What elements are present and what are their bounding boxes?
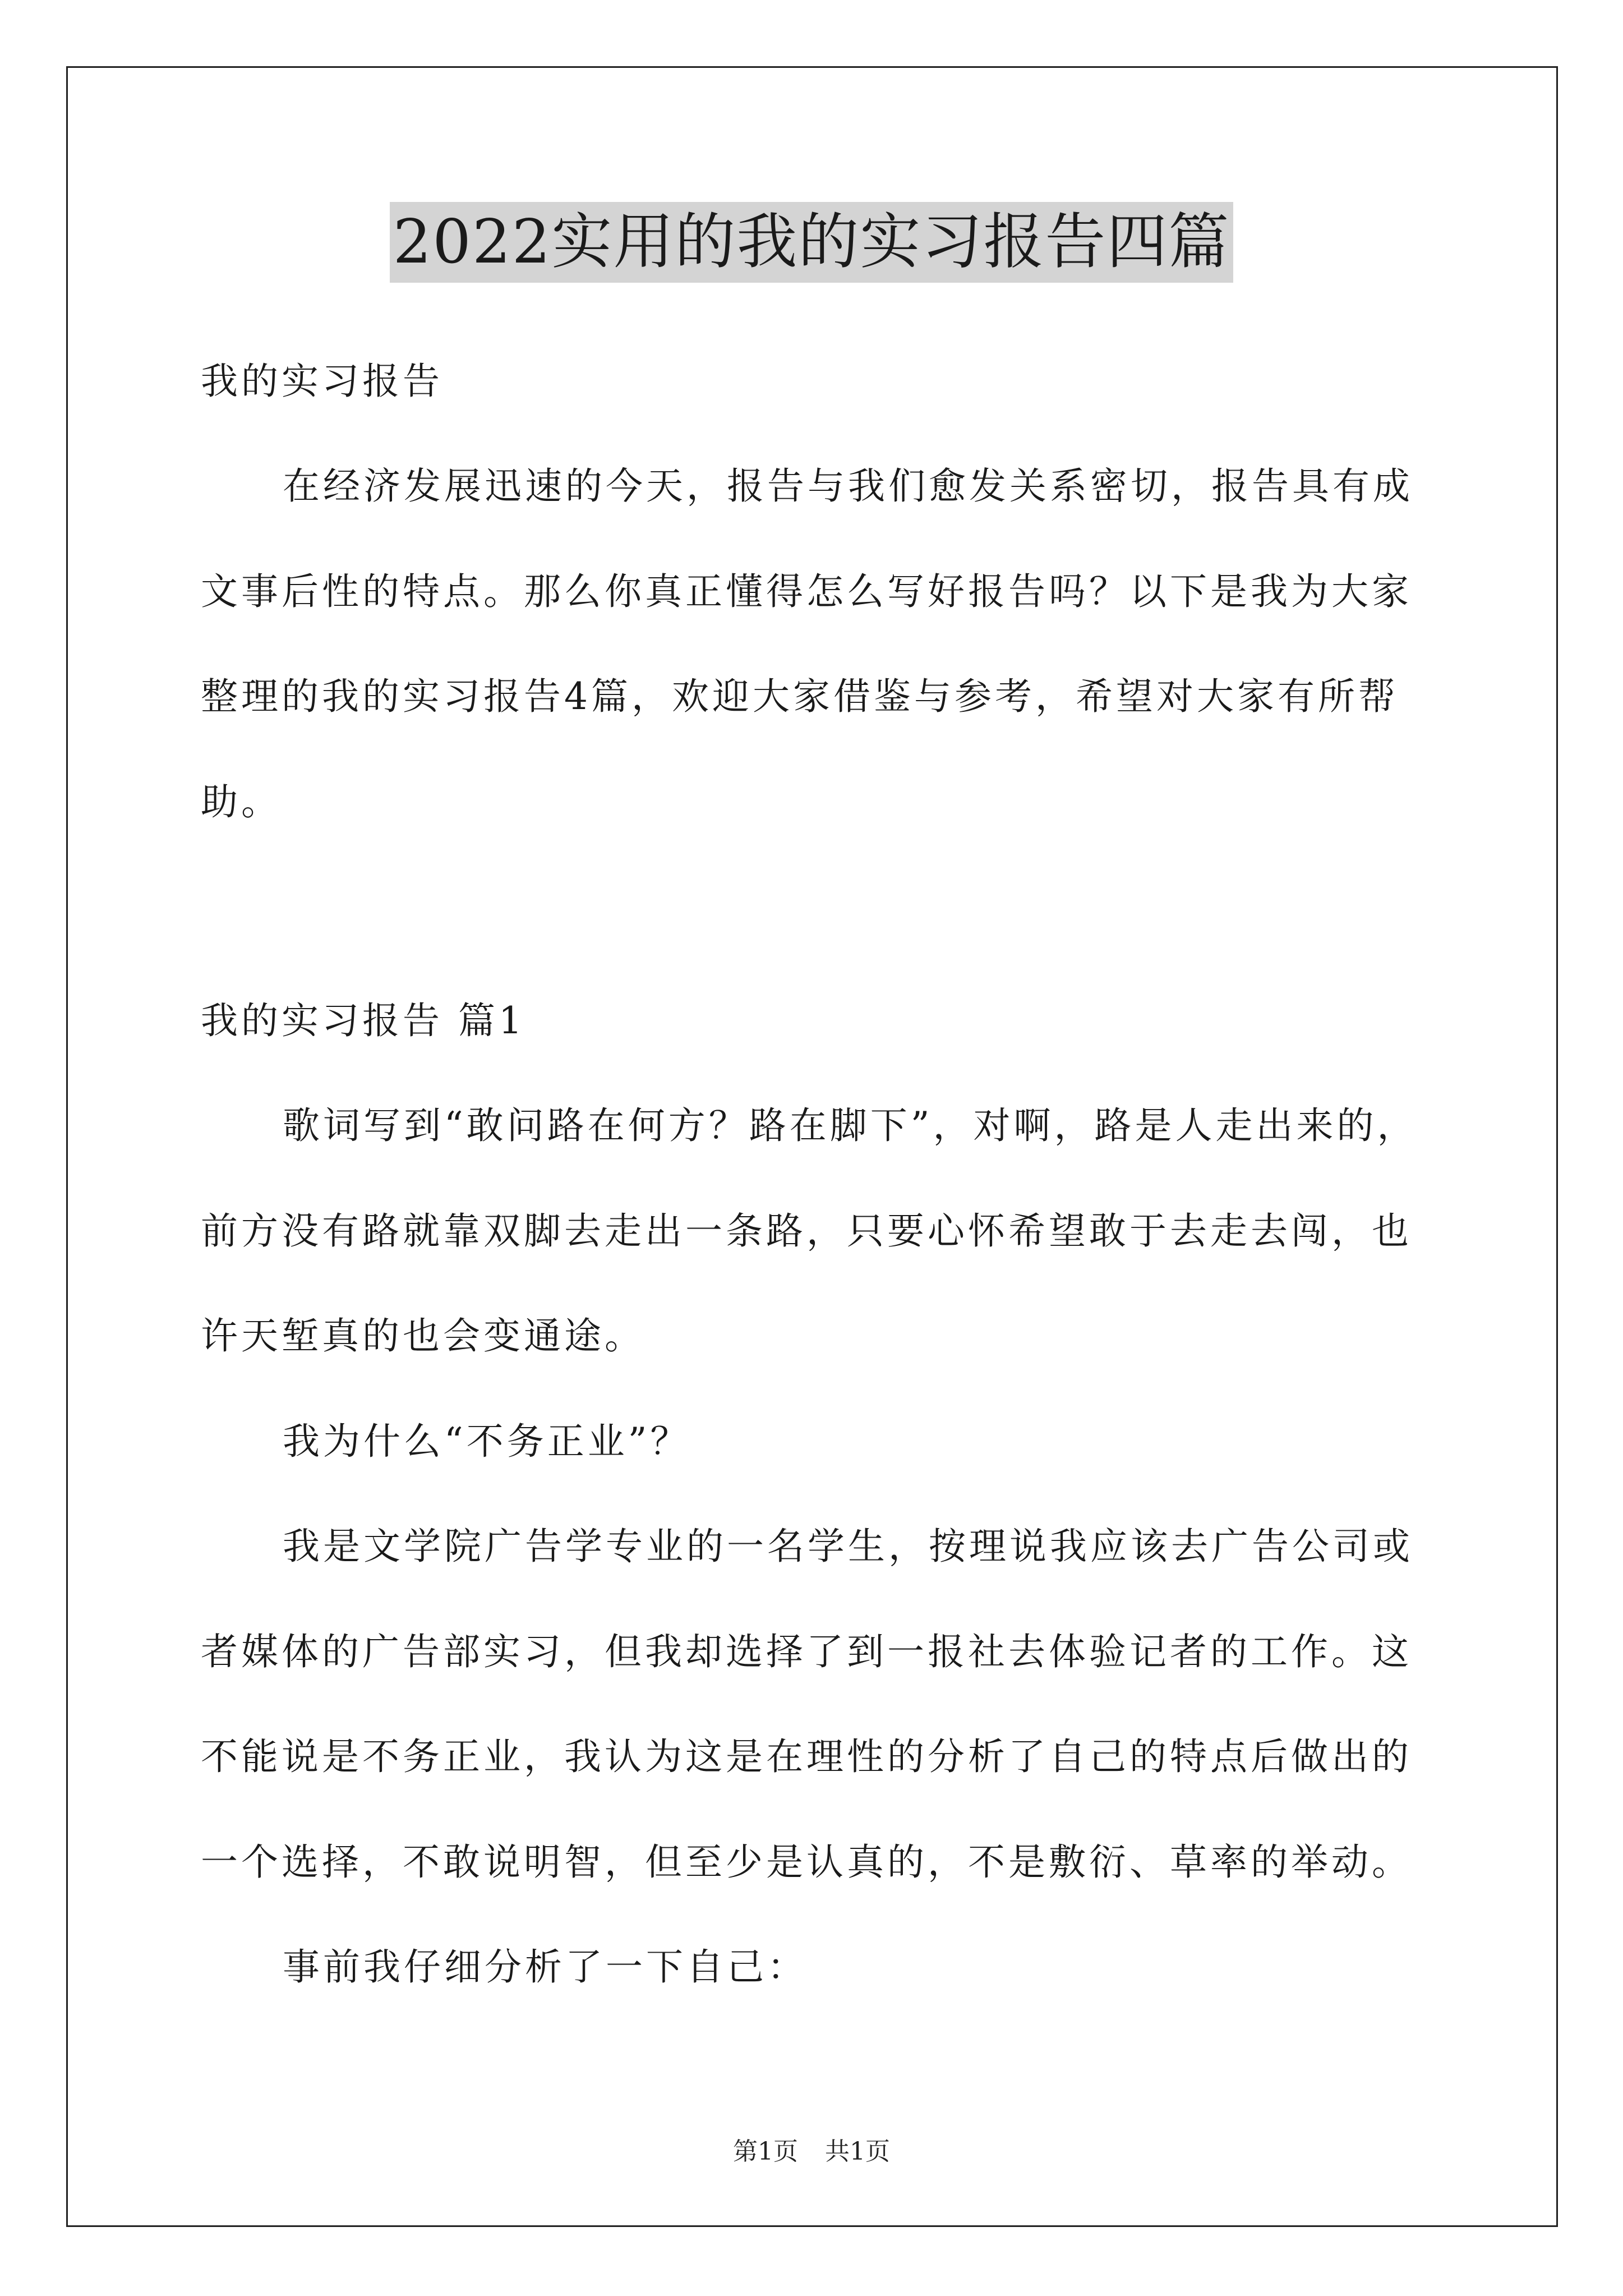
part1-para1-line-1: 歌词写到“敢问路在何方？路在脚下”，对啊，路是人走出来的，	[283, 1104, 1418, 1147]
section-heading: 我的实习报告	[201, 360, 443, 403]
intro-line-3: 整理的我的实习报告4篇，欢迎大家借鉴与参考，希望对大家有所帮	[201, 675, 1399, 718]
page-number-current: 第1页	[733, 2137, 798, 2166]
intro-line-2: 文事后性的特点。那么你真正懂得怎么写好报告吗？以下是我为大家	[201, 570, 1412, 613]
part1-para3-line-3: 不能说是不务正业，我认为这是在理性的分析了自己的特点后做出的	[201, 1735, 1412, 1778]
page-footer	[0, 2136, 1623, 2168]
intro-line-4: 助。	[201, 780, 282, 823]
part1-para1-line-2: 前方没有路就靠双脚去走出一条路，只要心怀希望敢于去走去闯，也	[201, 1209, 1412, 1253]
title-container	[0, 202, 1623, 283]
page-number-total: 共1页	[825, 2137, 890, 2166]
part1-para3-line-4: 一个选择，不敢说明智，但至少是认真的，不是敷衍、草率的举动。	[201, 1841, 1412, 1884]
part1-para2: 我为什么“不务正业”？	[283, 1420, 691, 1463]
part1-para3-line-2: 者媒体的广告部实习，但我却选择了到一报社去体验记者的工作。这	[201, 1630, 1412, 1673]
part1-para3-line-1: 我是文学院广告学专业的一名学生，按理说我应该去广告公司或	[283, 1525, 1413, 1568]
part1-heading: 我的实习报告 篇1	[201, 999, 525, 1042]
part1-para4: 事前我仔细分析了一下自己：	[283, 1945, 808, 1989]
intro-line-1: 在经济发展迅速的今天，报告与我们愈发关系密切，报告具有成	[283, 464, 1413, 508]
part1-para1-line-3: 许天堑真的也会变通途。	[201, 1314, 645, 1358]
document-title: 2022实用的我的实习报告四篇	[390, 202, 1234, 283]
